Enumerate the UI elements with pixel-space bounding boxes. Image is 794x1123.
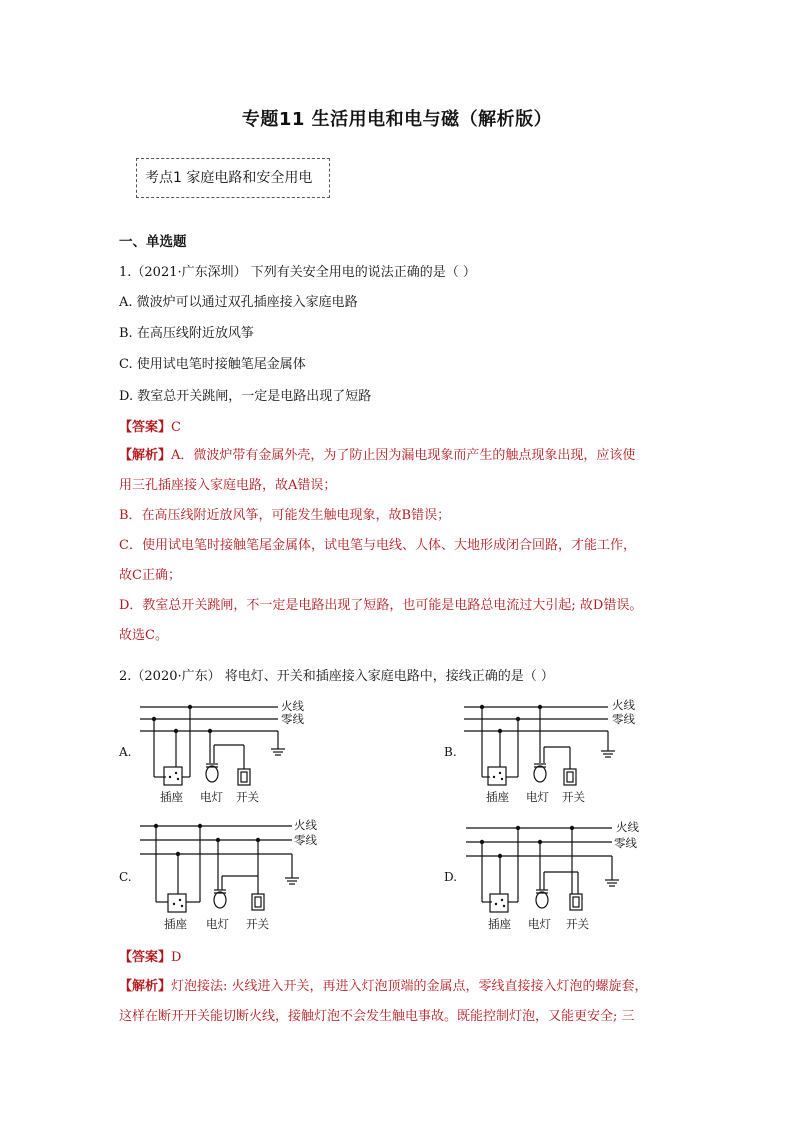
neutral-wire-label: 零线: [281, 712, 304, 726]
answer-value: C: [171, 420, 181, 435]
analysis-line: 这样在断开开关能切断火线，接触灯泡不会发生触电事故。既能控制灯泡，又能更安全; 三: [119, 1009, 635, 1024]
socket-label: 插座: [164, 917, 187, 931]
answer-tag: 【答案】: [119, 420, 172, 435]
socket-label: 插座: [488, 917, 511, 931]
switch-label: 开关: [566, 917, 589, 931]
lamp-label: 电灯: [528, 917, 551, 931]
lamp-label: 电灯: [200, 790, 223, 804]
q1-analysis: [119, 441, 679, 651]
socket-label: 插座: [160, 790, 183, 804]
socket-label: 插座: [486, 790, 509, 804]
option-letter: A.: [119, 745, 132, 759]
analysis-line: 故C正确；: [119, 568, 181, 583]
lamp-label: 电灯: [206, 917, 229, 931]
page-title: 专题11 生活用电和电与磁（解析版）: [241, 109, 553, 130]
q1-stem: 1.（2021·广东深圳） 下列有关安全用电的说法正确的是（ ）: [119, 265, 476, 280]
switch-label: 开关: [236, 790, 259, 804]
q1-answer: [119, 416, 181, 435]
circuit-diagram-a: [138, 697, 304, 809]
topic-box: 考点1 家庭电路和安全用电: [136, 158, 330, 198]
live-wire-label: 火线: [616, 820, 639, 834]
circuit-diagram-d: [464, 818, 654, 934]
option-letter: D.: [444, 870, 458, 884]
circuit-diagram-b: [462, 697, 646, 809]
q2-stem: 2.（2020·广东） 将电灯、开关和插座接入家庭电路中，接线正确的是（ ）: [119, 669, 554, 684]
answer-tag: 【答案】: [119, 950, 172, 965]
option-letter: C.: [119, 870, 132, 884]
analysis-line: D．教室总开关跳闸，不一定是电路出现了短路，也可能是电路总电流过大引起; 故D错误。: [119, 598, 643, 613]
switch-label: 开关: [562, 790, 585, 804]
lamp-label: 电灯: [526, 790, 549, 804]
analysis-tag: 【解析】: [119, 448, 172, 463]
analysis-line: 用三孔插座接入家庭电路，故A错误；: [119, 478, 337, 493]
analysis-line: 故选C。: [119, 628, 168, 643]
live-wire-label: 火线: [281, 699, 304, 713]
analysis-line: B．在高压线附近放风筝，可能发生触电现象，故B错误；: [119, 508, 451, 523]
switch-label: 开关: [246, 917, 269, 931]
option-letter: B.: [444, 745, 457, 759]
section-heading: 一、单选题: [119, 234, 187, 250]
neutral-wire-label: 零线: [612, 712, 635, 726]
neutral-wire-label: 零线: [294, 833, 317, 847]
answer-value: D: [171, 950, 182, 965]
q1-option-c: C. 使用试电笔时接触笔尾金属体: [119, 357, 306, 372]
q2-analysis: [119, 972, 684, 1032]
analysis-tag: 【解析】: [119, 979, 172, 994]
q1-option-a: A. 微波炉可以通过双孔插座接入家庭电路: [119, 295, 358, 310]
analysis-line: C．使用试电笔时接触笔尾金属体，试电笔与电线、人体、大地形成闭合回路，才能工作，: [119, 538, 636, 553]
circuit-diagram-c: [138, 818, 328, 934]
q1-option-b: B. 在高压线附近放风筝: [119, 326, 254, 341]
analysis-line: 【解析】灯泡接法: 火线进入开关，再进入灯泡顶端的金属点，零线直接接入灯泡的螺旋套，: [119, 979, 648, 994]
live-wire-label: 火线: [294, 818, 317, 832]
q1-option-d: D. 教室总开关跳闸，一定是电路出现了短路: [119, 389, 372, 404]
neutral-wire-label: 零线: [614, 836, 637, 850]
live-wire-label: 火线: [612, 698, 635, 712]
analysis-line: 【解析】A．微波炉带有金属外壳，为了防止因为漏电现象而产生的触点现象出现，应该使: [119, 448, 636, 463]
q2-answer: [119, 946, 181, 965]
